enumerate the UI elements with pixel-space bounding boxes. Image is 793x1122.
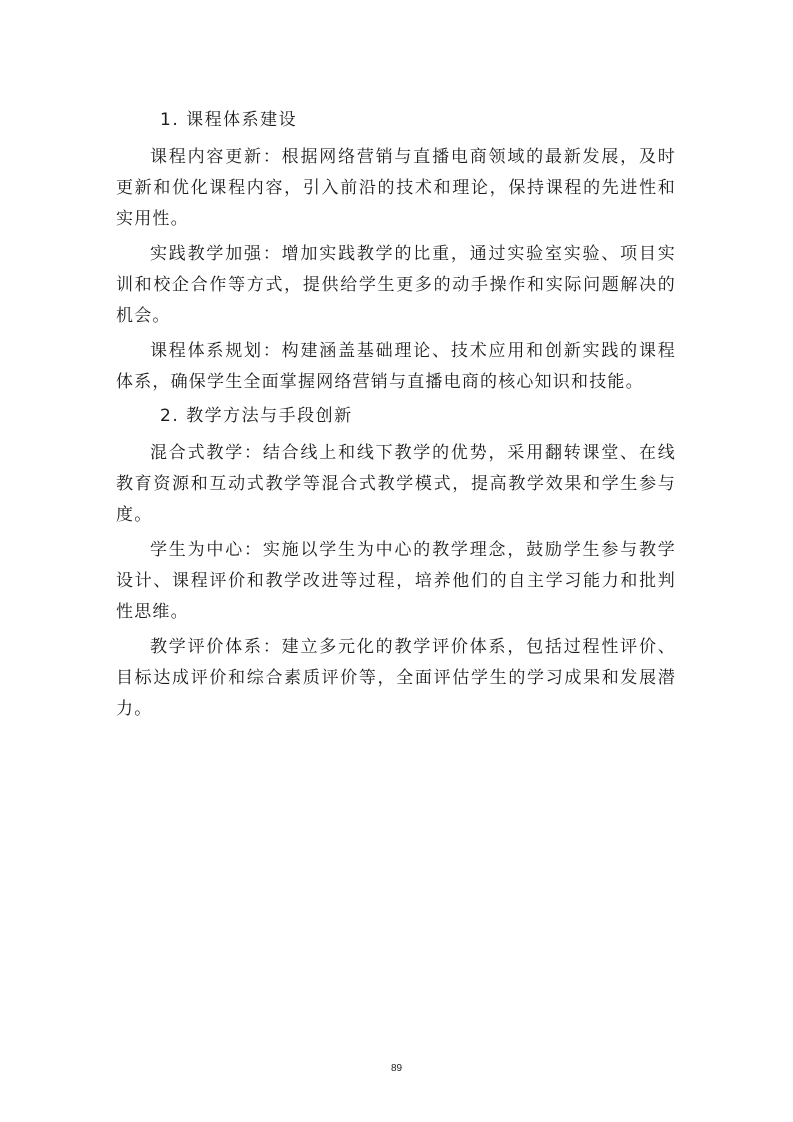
paragraph-blended-teaching: 混合式教学：结合线上和线下教学的优势，采用翻转课堂、在线教育资源和互动式教学等混合式教学模式，提高教学效果和学生参与度。 (116, 443, 676, 525)
section-heading-1: 1. 课程体系建设 (160, 110, 298, 130)
paragraph-course-system-plan: 课程体系规划：构建涵盖基础理论、技术应用和创新实践的课程体系，确保学生全面掌握网络营销与直播电商的核心知识和技能。 (116, 341, 676, 392)
paragraph-practice-teaching: 实践教学加强：增加实践教学的比重，通过实验室实验、项目实训和校企合作等方式，提供给学生更多的动手操作和实际问题解决的机会。 (116, 244, 676, 326)
page-number: 89 (390, 1063, 403, 1074)
paragraph-evaluation-system: 教学评价体系：建立多元化的教学评价体系，包括过程性评价、目标达成评价和综合素质评价等，全面评估学生的学习成果和发展潜力。 (116, 637, 676, 719)
page-content (116, 106, 676, 729)
paragraph-course-content-update: 课程内容更新：根据网络营销与直播电商领域的最新发展，及时更新和优化课程内容，引入前沿的技术和理论，保持课程的先进性和实用性。 (116, 147, 676, 229)
section-heading-2: 2. 教学方法与手段创新 (160, 406, 353, 426)
paragraph-student-centered: 学生为中心：实施以学生为中心的教学理念，鼓励学生参与教学设计、课程评价和教学改进等过程，培养他们的自主学习能力和批判性思维。 (116, 540, 676, 622)
